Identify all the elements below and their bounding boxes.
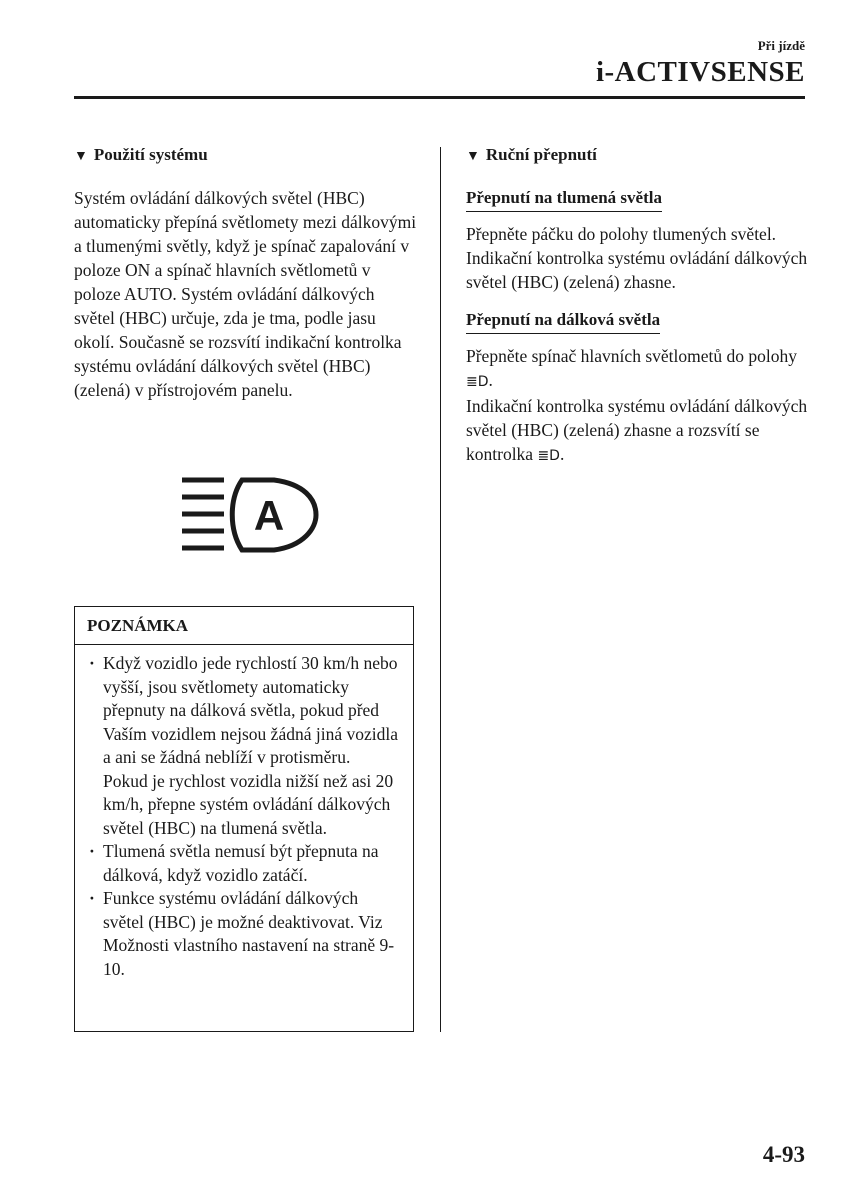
high-beam-text-2 xyxy=(466,394,811,468)
page-number: 4-93 xyxy=(762,1142,805,1167)
note-item-text: · Tlumená světla nemusí být přepnuta na dálková, když vozidlo zatáčí. xyxy=(103,841,379,885)
heading-text: Ruční přepnutí xyxy=(485,145,597,164)
left-column xyxy=(74,143,419,402)
usage-paragraph: Systém ovládání dálkových světel (HBC) automaticky přepíná světlomety mezi dálkovými a tlumenými světly, když je spínač zapalování v poloze ON a spínač hlavních světlometů v poloze AUTO. Systém ovládání dálkových světel (HBC) určuje, zda je tma, podle jasu okolí. Současně se rozsvítí indikační kontrolka systému ovládání dálkových světel (HBC) (zelená) v přístrojovém panelu. xyxy=(74,188,417,400)
note-item-text: · Funkce systému ovládání dálkových světel (HBC) je možné deaktivovat. Viz Možnosti vlastního nastavení na straně 9-10. xyxy=(103,888,395,979)
text-segment: . xyxy=(488,370,493,390)
column-divider xyxy=(440,147,441,1032)
heading-text: Použití systému xyxy=(93,145,208,164)
note-box xyxy=(74,606,414,1032)
headlight-symbol-icon: ≣D xyxy=(466,374,489,390)
note-item-text-2: Pokud je rychlost vozidla nižší než asi 20 km/h, přepne systém ovládání dálkových světel (HBC) na tlumená světla. xyxy=(103,770,394,838)
note-title: POZNÁMKA xyxy=(75,607,413,645)
high-beam-block xyxy=(466,308,811,468)
auto-high-beam-indicator-icon xyxy=(180,472,320,560)
list-item xyxy=(89,840,403,887)
triangle-marker-icon: ▼ xyxy=(466,149,480,164)
note-item-text: · Když vozidlo jede rychlostí 30 km/h nebo vyšší, jsou světlomety automaticky přepnuty na dálková světla, pokud před Vaším vozidlem nejsou žádná jiná vozidla a ani se žádná neblíží v protisměru. xyxy=(103,653,398,767)
headlight-symbol-icon: ≣D xyxy=(537,448,560,464)
text-segment: . xyxy=(559,444,565,464)
header-rule xyxy=(74,96,805,99)
low-beam-text-2: Indikační kontrolka systému ovládání dálkových světel (HBC) (zelená) zhasne. xyxy=(466,248,808,292)
right-column xyxy=(466,143,811,482)
high-beam-text-1 xyxy=(466,344,811,394)
auto-letter: A xyxy=(253,492,285,539)
list-item xyxy=(89,887,403,981)
high-beam-subheading: Přepnutí na dálková světla xyxy=(466,308,660,334)
page-title: i-ACTIVSENSE xyxy=(595,56,805,88)
text-segment: Indikační kontrolka systému ovládání dálkových světel (HBC) (zelená) zhasne a rozsvítí se kontrolka xyxy=(466,396,808,464)
text-segment: Přepněte spínač hlavních světlometů do polohy xyxy=(466,346,797,366)
section-heading-manual xyxy=(466,143,811,169)
section-label: Při jízdě xyxy=(757,38,805,53)
list-item xyxy=(89,652,403,840)
low-beam-subheading: Přepnutí na tlumená světla xyxy=(466,186,662,212)
low-beam-block xyxy=(466,186,811,294)
note-list xyxy=(75,645,413,981)
low-beam-text-1: Přepněte páčku do polohy tlumených světel. xyxy=(466,224,777,244)
triangle-marker-icon: ▼ xyxy=(74,149,88,164)
section-heading-usage xyxy=(74,143,419,169)
